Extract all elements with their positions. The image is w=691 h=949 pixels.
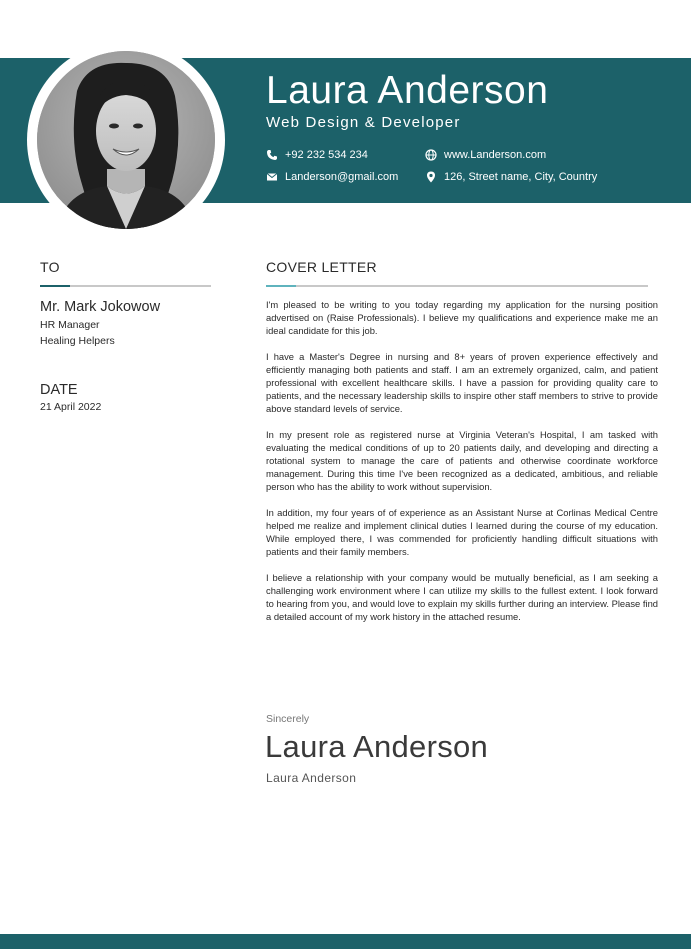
phone-icon bbox=[266, 149, 278, 161]
signoff: Sincerely bbox=[266, 713, 310, 725]
letter-paragraph-4: In addition, my four years of of experience as an Assistant Nurse at Corlinas Medical Centre helped me realize and implement clinical duties I learned during the course of my education. While employed there, I was commended for proficiently handling difficult situations with patients and their family members. bbox=[266, 507, 658, 557]
location-pin-icon bbox=[425, 171, 437, 183]
phone-text: +92 232 534 234 bbox=[285, 149, 368, 161]
cover-letter-heading: COVER LETTER bbox=[266, 259, 377, 275]
printed-name: Laura Anderson bbox=[266, 771, 357, 785]
applicant-role: Web Design & Developer bbox=[266, 114, 461, 131]
cover-letter-divider bbox=[266, 285, 648, 287]
recipient-organization: Healing Helpers bbox=[40, 335, 115, 347]
globe-icon bbox=[425, 149, 437, 161]
profile-photo bbox=[37, 51, 215, 229]
contact-phone bbox=[266, 149, 368, 161]
letter-paragraph-1: I'm pleased to be writing to you today regarding my application for the nursing position advertised on (Raise Professionals). I believe my qualifications and experience make me an ideal candidate for this job. bbox=[266, 299, 658, 336]
letter-body bbox=[266, 298, 658, 636]
contact-email bbox=[266, 171, 398, 183]
signature: Laura Anderson bbox=[265, 729, 489, 764]
recipient-position: HR Manager bbox=[40, 319, 100, 331]
contact-website bbox=[425, 149, 546, 161]
applicant-name: Laura Anderson bbox=[266, 69, 549, 112]
letter-paragraph-2: I have a Master's Degree in nursing and 8+ years of proven experience effectively and efficiently managing both patients and staff. I am an extremely organized, calm, and patient professional with excellent healthcare skills. I have a passion for providing quality care to patients, and the necessary leadership skills to inspire other staff members to strive to provide above standard levels of service. bbox=[266, 351, 658, 414]
to-divider bbox=[40, 285, 211, 287]
recipient-name: Mr. Mark Jokowow bbox=[40, 299, 161, 315]
letter-paragraph-5: I believe a relationship with your company would be mutually beneficial, as I am seeking a challenging work environment where I can utilize my skills to the fullest extent. I look forward to hearing from you, and would love to explain my skills further during an interview. Please find a detailed account of my work history in the attached resume. bbox=[266, 572, 658, 622]
avatar bbox=[37, 51, 215, 229]
avatar-frame bbox=[27, 41, 225, 239]
contact-address bbox=[425, 171, 597, 183]
to-heading: TO bbox=[40, 259, 60, 275]
website-text[interactable]: www.Landerson.com bbox=[444, 149, 547, 161]
date-heading: DATE bbox=[40, 382, 78, 398]
date-value: 21 April 2022 bbox=[40, 401, 102, 413]
letter-paragraph-3: In my present role as registered nurse at Virginia Veteran's Hospital, I am tasked with evaluating the medical conditions of up to 20 patients daily, and developing and directing a rotational system to manage the care of patients and otherwise coordinate workforce management. During this time I've been recognized as a dedicated, ambitious, and reliable person who has the ability to work without supervision. bbox=[266, 429, 658, 492]
address-text: 126, Street name, City, Country bbox=[444, 171, 598, 183]
footer-band bbox=[0, 934, 691, 949]
email-text[interactable]: Landerson@gmail.com bbox=[285, 171, 399, 183]
mail-icon bbox=[266, 171, 278, 183]
